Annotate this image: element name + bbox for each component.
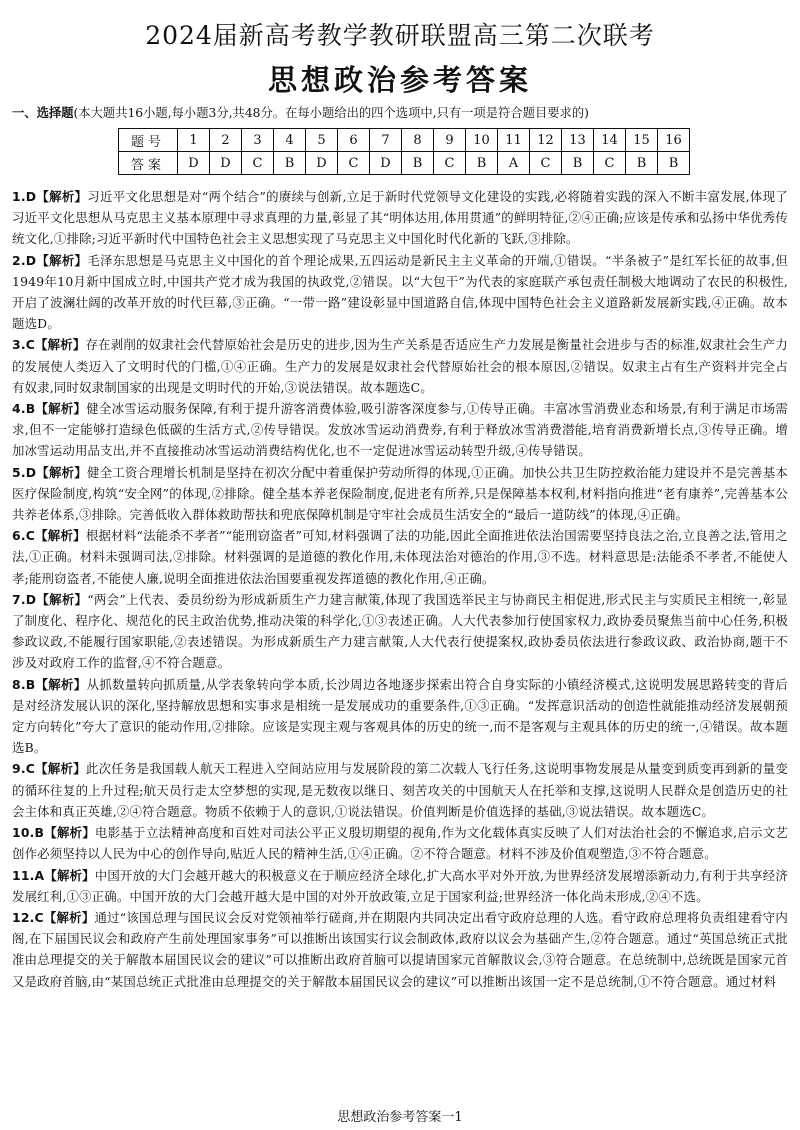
answer-cell: B [402,152,434,175]
explanation-item [12,398,788,462]
explanation-number: 3.C [12,337,36,353]
answer-cell: C [434,152,466,175]
explanation-item [12,822,788,864]
section-instruction: (本大题共16小题,每小题3分,共48分。在每小题给出的四个选项中,只有一项是符合题目要求的) [73,106,589,120]
question-number-cell: 2 [210,129,242,152]
explanation-text: 毛泽东思想是马克思主义中国化的首个理论成果,五四运动是新民主主义革命的开端,①错误。“半条被子”是红军长征的故事,但1949年10月新中国成立时,中国共产党才成为我国的执政党,②错误。以“大包干”为代表的家庭联产承包责任制极大地调动了农民的积极性,开启了波澜壮阔的改革开放的时代巨幕,③正确。“一带一路”建设彰显中国道路自信,体现中国特色社会主义道路新发展新实践,④正确。故本题选D。 [12,252,788,332]
answer-cell: C [530,152,562,175]
question-number-cell: 4 [274,129,306,152]
answer-cell: D [178,152,210,175]
explanation-number: 9.C [12,761,36,777]
explanation-text: 从抓数量转向抓质量,从学表象转向学本质,长沙周边各地逐步探索出符合自身实际的小镇经济模式,这说明发展思路转变的背后是对经济发展认识的深化,坚持解放思想和实事求是相统一是发展成功的重要条件,①③正确。“发挥意识活动的创造性就能推动经济发展朝预定方向转化”夸大了意识的能动作用,②排除。应该是实现主观与客观具体的历史的统一,而不是客观与主观具体的历史的统一,④错误。故本题选B。 [12,676,788,756]
explanation-tag: 【解析】 [43,909,95,925]
explanation-item [12,589,788,674]
question-number-cell: 5 [306,129,338,152]
answer-table-row1-label: 题号 [119,129,178,152]
question-number-cell: 16 [658,129,690,152]
explanation-item [12,462,788,526]
explanation-number: 8.B [12,676,36,692]
explanation-text: 此次任务是我国载人航天工程进入空间站应用与发展阶段的第二次载人飞行任务,这说明事物发展是从量变到质变再到新的量变的循环往复的上升过程;航天员行走太空梦想的实现,是无数夜以继日、刻苦攻关的中国航天人在托举和支撑,这说明人民群众是创造历史的社会主体和真正英雄,②④符合题意。物质不依赖于人的意识,①说法错误。价值判断是价值选择的基础,③说法错误。故本题选C。 [12,761,788,819]
explanation-item [12,334,788,398]
answer-cell: B [274,152,306,175]
explanation-item [12,674,788,759]
question-number-cell: 13 [562,129,594,152]
question-number-cell: 8 [402,129,434,152]
question-number-cell: 6 [338,129,370,152]
question-number-cell: 1 [178,129,210,152]
explanation-text: 中国开放的大门会越开越大的积极意义在于顺应经济全球化,扩大高水平对外开放,为世界经济发展增添新动力,有利于共享经济发展红利,①③正确。中国开放的大门会越开越大是中国的对外开放政策,立足于国家利益;世界经济一体化尚未形成,②④不选。 [12,867,788,904]
answer-cell: B [562,152,594,175]
section-heading [12,103,792,121]
explanation-text: 习近平文化思想是对“两个结合”的赓续与创新,立足于新时代党领导文化建设的实践,必将随着实践的深入不断丰富发展,体现了习近平文化思想从马克思主义基本原理中寻求真理的力量,彰显了其“明体达用,体用贯通”的鲜明特征,②④正确;应该是传承和弘扬中华优秀传统文化,①排除;习近平新时代中国特色社会主义思想实现了马克思主义中国化时代化新的飞跃,③排除。 [12,189,788,247]
page-footer: 思想政治参考答案一1 [337,1110,463,1125]
explanation-tag: 【解析】 [36,189,88,204]
explanation-number: 7.D [12,591,37,607]
question-number-cell: 14 [594,129,626,152]
question-number-cell: 9 [434,129,466,152]
explanation-text: “两会”上代表、委员纷纷为形成新质生产力建言献策,体现了我国选举民主与协商民主相促进,形式民主与实质民主相统一,彰显了制度化、程序化、规范化的民主政治优势,推动决策的科学化,①③表述正确。人大代表参加行使国家权力,政协委员聚焦当前中心任务,积极参政议政,不能履行国家职能,②表述错误。为形成新质生产力建言献策,人大代表行使提案权,政协委员依法进行参政议政、政治协商,题干不涉及对政府工作的监督,④不符合题意。 [12,591,788,671]
section-label: 一、选择题 [12,105,74,120]
explanation-tag: 【解析】 [36,591,88,607]
explanation-number: 5.D [12,464,37,480]
question-number-cell: 12 [530,129,562,152]
answer-cell: C [242,152,274,175]
explanations-list [12,186,788,992]
explanation-item [12,250,788,335]
explanation-item [12,907,788,992]
explanation-text: 存在剥削的奴隶社会代替原始社会是历史的进步,因为生产关系是否适应生产力发展是衡量社会进步与否的标准,奴隶社会生产力的发展使人类迈入了文明时代的门槛,①④正确。生产力的发展是奴隶社会代替原始社会的根本原因,②错误。奴隶主占有生产资料并完全占有奴隶,同时奴隶制国家的出现是文明时代的开始,③说法错误。故本题选C。 [12,337,788,395]
answer-table-row2-label: 答案 [119,152,178,175]
explanation-item [12,525,788,589]
document-subtitle: 思想政治参考答案 [267,63,532,97]
explanation-text: 健全工资合理增长机制是坚持在初次分配中着重保护劳动所得的体现,①正确。加快公共卫生防控救治能力建设并不是完善基本医疗保险制度,构筑“安全网”的体现,②排除。健全基本养老保险制度,促进老有所养,只是保障基本权利,材料指向推进“老有康养”,完善基本公共养老体系,③排除。完善低收入群体救助帮扶和兜底保障机制是守牢社会成员生活安全的“最后一道防线”的体现,④正确。 [12,464,788,523]
answer-cell: D [370,152,402,175]
answer-cell: A [498,152,530,175]
answer-cell: B [466,152,498,175]
answer-cell: B [658,152,690,175]
answer-cell: B [626,152,658,175]
question-number-cell: 11 [498,129,530,152]
question-number-cell: 3 [242,129,274,152]
explanation-number: 6.C [12,528,36,544]
explanation-number: 1.D [12,189,37,204]
explanation-tag: 【解析】 [36,252,88,268]
answer-cell: D [210,152,242,175]
explanation-tag: 【解析】 [35,528,86,544]
explanation-number: 4.B [12,401,36,417]
explanation-tag: 【解析】 [35,337,86,353]
question-number-cell: 15 [626,129,658,152]
explanation-number: 11.A [12,867,45,883]
answer-table-number-row [119,129,690,152]
explanation-tag: 【解析】 [35,401,87,417]
document-title: 2024届新高考教学教研联盟高三第二次联考 [145,21,655,50]
answer-cell: D [306,152,338,175]
explanation-text: 健全冰雪运动服务保障,有利于提升游客消费体验,吸引游客深度参与,①传导正确。丰富冰雪消费业态和场景,有利于满足市场需求,但不一定能够打造绿色低碳的生活方式,②传导错误。发放冰雪运动消费券,有利于释放冰雪消费潜能,培育消费新增长点,③传导正确。增加冰雪运动用品支出,并不直接推动冰雪运动消费结构优化,也不一定促进冰雪运动转型升级,④传导错误。 [12,401,788,459]
explanation-item [12,186,788,250]
answer-cell: C [594,152,626,175]
explanation-tag: 【解析】 [36,464,87,480]
explanation-tag: 【解析】 [35,761,86,777]
explanation-tag: 【解析】 [44,867,95,883]
explanation-text: 通过“该国总理与国民议会反对党领袖举行磋商,并在期限内共同决定出看守政府总理的人选。看守政府总理将负责组建看守内阁,在下届国民议会和政府产生前处理国家事务”可以推断出该国实行议会制政体,政府以议会为基础产生,②符合题意。通过“英国总统正式批准由总理提交的关于解散本届国民议会的建议”可以推断出政府首脑可以提请国家元首解散议会,③符合题意。在总统制中,总统既是国家元首又是政府首脑,由“某国总统正式批准由总理提交的关于解散本届国民议会的建议”可以推断出该国一定不是总统制,①不符合题意。通过材料 [12,909,788,989]
question-number-cell: 7 [370,129,402,152]
answer-table-answer-row [119,152,690,175]
explanation-text: 根据材料“法能杀不孝者”“能刑窃盗者”可知,材料强调了法的功能,因此全面推进依法治国需要坚持良法之治,立良善之法,管用之法,①正确。材料未强调司法,②排除。材料强调的是道德的教化作用,未体现法治对德治的作用,③不选。材料意思是:法能杀不孝者,不能使人孝;能刑窃盗者,不能使人廉,说明全面推进依法治国要重视发挥道德的教化作用,④正确。 [12,528,788,586]
explanation-tag: 【解析】 [35,676,87,692]
explanation-item [12,865,788,907]
explanation-tag: 【解析】 [44,825,96,841]
explanation-number: 10.B [12,825,45,841]
explanation-item [12,758,788,822]
explanation-text: 电影基于立法精神高度和百姓对司法公平正义殷切期望的视角,作为文化载体真实反映了人们对法治社会的不懈追求,启示文艺创作必须坚持以人民为中心的创作导向,贴近人民的精神生活,①④正确。②不符合题意。材料不涉及价值观塑造,③不符合题意。 [12,825,788,862]
question-number-cell: 10 [466,129,498,152]
explanation-number: 2.D [12,252,37,268]
answer-table [118,128,690,175]
explanation-number: 12.C [12,909,44,925]
answer-cell: C [338,152,370,175]
